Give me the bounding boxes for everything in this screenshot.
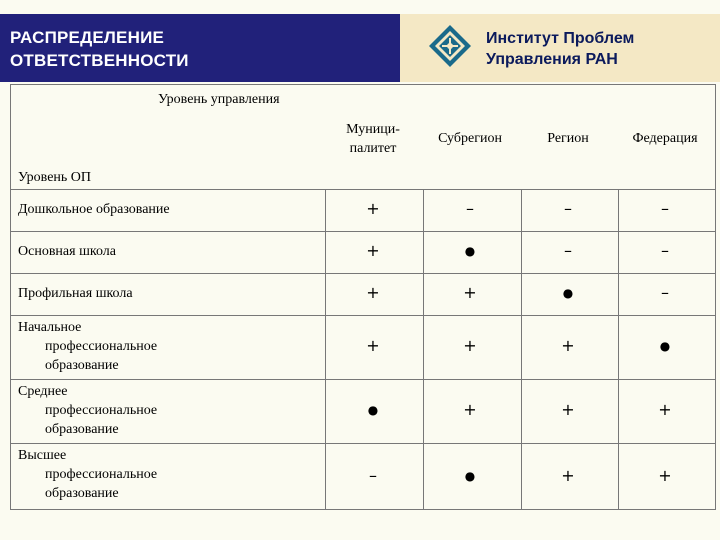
row-divider — [10, 189, 716, 190]
table-cell: + — [561, 465, 575, 485]
column-header — [328, 120, 418, 158]
slide-title-line1: РАСПРЕДЕЛЕНИЕ — [10, 28, 165, 47]
row-label — [18, 200, 170, 219]
table-cell: + — [463, 400, 477, 419]
institute-panel — [400, 14, 720, 82]
column-divider — [618, 189, 619, 510]
header-title-panel — [0, 14, 400, 82]
row-label — [18, 382, 157, 439]
table-cell: + — [463, 336, 477, 355]
table-cell: + — [463, 283, 477, 302]
row-divider — [10, 273, 716, 274]
row-label-line2: профессиональное — [45, 467, 158, 482]
table-cell: ● — [367, 403, 379, 417]
column-divider — [423, 189, 424, 510]
table-cell: – — [466, 199, 474, 218]
row-divider — [10, 443, 716, 444]
institute-name-line1: Институт Проблем — [486, 30, 635, 47]
row-label-line1: Основная школа — [18, 244, 116, 259]
column-header — [425, 129, 515, 148]
row-label-line1: Среднее — [18, 384, 68, 399]
row-divider — [10, 379, 716, 380]
management-level-label: Уровень управления — [158, 92, 280, 107]
row-divider — [10, 315, 716, 316]
table-cell: – — [661, 199, 669, 218]
row-label — [18, 318, 157, 375]
table-cell: + — [366, 199, 380, 218]
column-header — [620, 129, 710, 148]
slide-title — [10, 26, 189, 72]
table-cell: + — [366, 241, 380, 260]
column-divider — [521, 189, 522, 510]
row-label-line3: образование — [45, 422, 119, 437]
column-divider — [325, 189, 326, 510]
column-header — [523, 129, 613, 148]
row-label-line3: образование — [45, 358, 119, 373]
row-label-line2: профессиональное — [45, 403, 158, 418]
row-label — [18, 242, 116, 261]
row-label — [18, 446, 157, 503]
row-label-line1: Дошкольное образование — [18, 202, 170, 217]
table-cell: – — [369, 465, 377, 485]
table-cell: ● — [562, 286, 574, 300]
row-label — [18, 284, 133, 303]
column-header-line1: Федерация — [632, 131, 698, 146]
institute-name-line2: Управления РАН — [486, 51, 618, 68]
institute-name — [486, 28, 634, 70]
slide-title-line2: ОТВЕТСТВЕННОСТИ — [10, 51, 189, 70]
table-cell: + — [561, 400, 575, 419]
row-label-line1: Профильная школа — [18, 286, 133, 301]
table-cell: ● — [659, 339, 671, 353]
table-cell: – — [564, 199, 572, 218]
table-cell: ● — [464, 468, 476, 483]
row-label-line1: Высшее — [18, 448, 67, 463]
column-header-line1: Муници- — [346, 122, 400, 137]
table-cell: – — [661, 283, 669, 302]
table-cell: + — [658, 465, 672, 485]
table-cell: + — [658, 400, 672, 419]
institute-logo-icon — [428, 24, 472, 68]
table-cell: ● — [464, 244, 476, 258]
table-cell: + — [366, 336, 380, 355]
row-label-line1: Начальное — [18, 320, 82, 335]
op-level-label: Уровень ОП — [18, 170, 92, 185]
row-divider — [10, 231, 716, 232]
table-cell: – — [564, 241, 572, 260]
column-header-line1: Регион — [547, 131, 589, 146]
row-label-line3: образование — [45, 486, 119, 501]
column-header-line1: Субрегион — [438, 131, 502, 146]
table-cell: – — [661, 241, 669, 260]
column-header-line2: палитет — [349, 141, 397, 156]
table-cell: + — [561, 336, 575, 355]
row-label-line2: профессиональное — [45, 339, 158, 354]
table-cell: + — [366, 283, 380, 302]
